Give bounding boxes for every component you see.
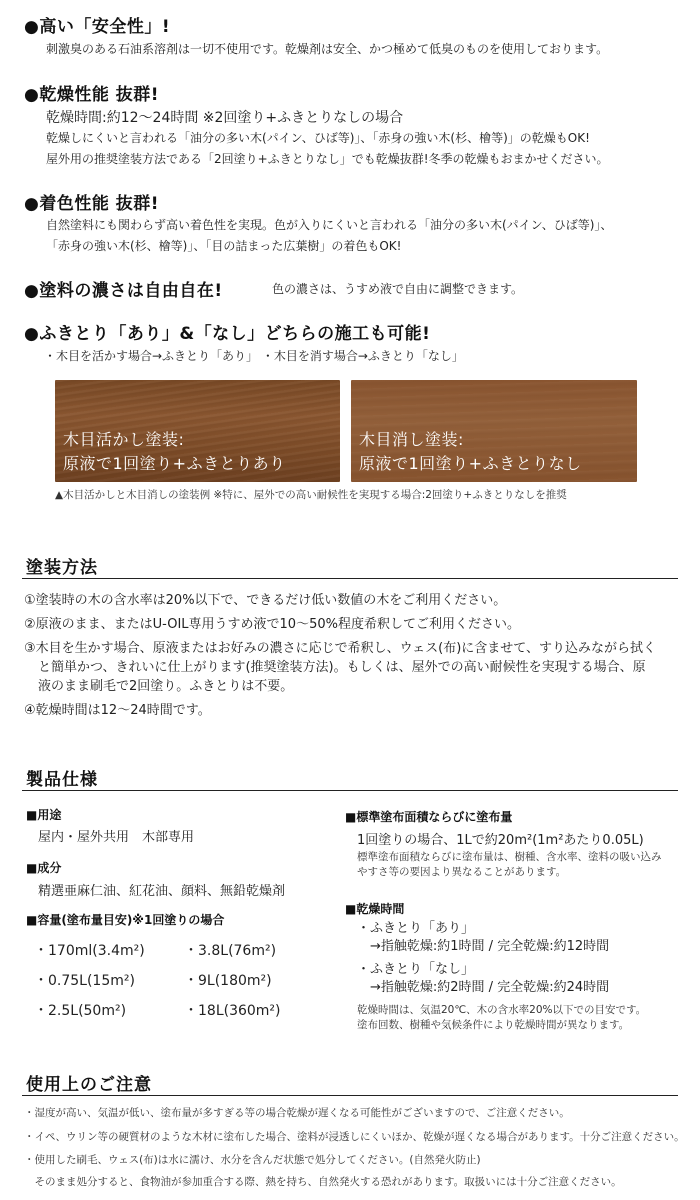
spec-usage-value: 屋内・屋外共用 木部専用 (38, 830, 195, 845)
caution-item: ・湿度が高い、気温が低い、塗布量が多すぎる等の場合乾燥が遅くなる可能性がございますので、ご注意ください。 (24, 1107, 570, 1119)
cautions-divider (22, 1095, 678, 1096)
wood-sample-grain (55, 380, 340, 482)
method-divider (22, 578, 678, 579)
spec-coverage-note-2: やすさ等の要因より異なることがあります。 (357, 866, 567, 878)
method-item-1: ①塗装時の木の含水率は20%以下で、できるだけ低い数値の木をご利用ください。 (24, 593, 507, 608)
feature-safety-heading: ●高い「安全性」! (24, 17, 171, 37)
feature-drying-subheading: 乾燥時間:約12〜24時間 ※2回塗り+ふきとりなしの場合 (46, 110, 404, 126)
cautions-title: 使用上のご注意 (26, 1075, 152, 1095)
method-item-4: ④乾燥時間は12〜24時間です。 (24, 703, 211, 718)
wood-sample-grain-line2: 原液で1回塗り+ふきとりあり (63, 454, 286, 473)
feature-coloring-heading: ●着色性能 抜群! (24, 194, 160, 214)
spec-drying-with-detail: →指触乾燥:約1時間 / 完全乾燥:約12時間 (370, 939, 610, 954)
feature-wipe-heading: ●ふきとり「あり」&「なし」どちらの施工も可能! (24, 324, 431, 344)
capacity-item: ・2.5L(50m²) (34, 1003, 127, 1019)
spec-drying-with: ・ふきとり「あり」 (357, 921, 475, 936)
capacity-item: ・9L(180m²) (184, 973, 272, 989)
spec-coverage-label: ■標準塗布面積ならびに塗布量 (345, 810, 513, 824)
capacity-item: ・0.75L(15m²) (34, 973, 135, 989)
spec-title: 製品仕様 (26, 770, 98, 790)
spec-coverage-value: 1回塗りの場合、1Lで約20m²(1m²あたり0.05L) (357, 833, 644, 848)
feature-safety-text: 刺激臭のある石油系溶剤は一切不使用です。乾燥剤は安全、かつ極めて低臭のものを使用しております。 (46, 42, 609, 56)
method-item-3-line3: 液のまま刷毛で2回塗り。ふきとりは不要。 (38, 679, 294, 694)
feature-coloring-text-1: 自然塗料にも関わらず高い着色性を実現。色が入りにくいと言われる「油分の多い木(パイン、ひば等)」、 (46, 218, 613, 232)
feature-drying-text-2: 屋外用の推奨塗装方法である「2回塗り+ふきとりなし」でも乾燥抜群!冬季の乾燥もおまかせください。 (46, 152, 609, 166)
wood-sample-matte (351, 380, 637, 482)
capacity-item: ・18L(360m²) (184, 1003, 281, 1019)
method-item-3-line2: と簡単かつ、きれいに仕上がります(推奨塗装方法)。もしくは、屋外での高い耐候性を実現する場合、原 (38, 660, 646, 675)
feature-drying-heading: ●乾燥性能 抜群! (24, 85, 160, 105)
capacity-item: ・170ml(3.4m²) (34, 943, 145, 959)
method-item-2: ②原液のまま、またはU-OIL専用うすめ液で10〜50%程度希釈してご利用ください。 (24, 617, 520, 632)
spec-drying-without: ・ふきとり「なし」 (357, 962, 475, 977)
caution-item: ・イペ、ウリン等の硬質材のような木材に塗布した場合、塗料が浸透しにくいほか、乾燥が遅くなる場合があります。十分ご注意ください。 (24, 1131, 685, 1143)
feature-density-heading: ●塗料の濃さは自由自在! (24, 281, 223, 301)
method-item-3-line1: ③木目を生かす場合、原液またはお好みの濃さに応じで希釈し、ウェス(布)に含ませて、すり込みながら拭く (24, 641, 657, 656)
samples-caption: ▲木目活かしと木目消しの塗装例 ※特に、屋外での高い耐候性を実現する場合:2回塗り+ふきとりなしを推奨 (55, 489, 567, 501)
spec-ingredients-value: 精選亜麻仁油、紅花油、顔料、無鉛乾燥剤 (38, 884, 286, 899)
method-title: 塗装方法 (26, 558, 98, 578)
wood-sample-grain-line1: 木目活かし塗装: (63, 430, 185, 449)
spec-drying-note-1: 乾燥時間は、気温20℃、木の含水率20%以下での目安です。 (357, 1004, 647, 1016)
wood-sample-matte-line1: 木目消し塗装: (359, 430, 464, 449)
spec-drying-without-detail: →指触乾燥:約2時間 / 完全乾燥:約24時間 (370, 980, 610, 995)
caution-item: そのまま処分すると、食物油が参加重合する際、熱を持ち、自然発火する恐れがあります。取扱いには十分ご注意ください。 (24, 1176, 622, 1188)
spec-capacity-label: ■容量(塗布量目安)※1回塗りの場合 (26, 913, 225, 927)
spec-usage-label: ■用途 (26, 808, 62, 822)
feature-density-note: 色の濃さは、うすめ液で自由に調整できます。 (272, 282, 524, 296)
wood-sample-matte-line2: 原液で1回塗り+ふきとりなし (359, 454, 582, 473)
spec-divider (22, 790, 678, 791)
feature-drying-text-1: 乾燥しにくいと言われる「油分の多い木(パイン、ひば等)」、「赤身の強い木(杉、檜等)」の乾燥もOK! (46, 131, 590, 145)
spec-coverage-note-1: 標準塗布面積ならびに塗布量は、樹種、含水率、塗料の吸い込み (357, 851, 662, 863)
spec-drying-note-2: 塗布回数、樹種や気候条件により乾燥時間が異なります。 (357, 1019, 630, 1031)
spec-ingredients-label: ■成分 (26, 861, 62, 875)
feature-coloring-text-2: 「赤身の強い木(杉、檜等)」、「目の詰まった広葉樹」の着色もOK! (46, 239, 402, 253)
spec-drying-label: ■乾燥時間 (345, 902, 405, 916)
feature-wipe-text: ・木目を活かす場合→ふきとり「あり」 ・木目を消す場合→ふきとり「なし」 (44, 349, 464, 363)
capacity-item: ・3.8L(76m²) (184, 943, 277, 959)
caution-item: ・使用した刷毛、ウェス(布)は水に濡け、水分を含んだ状態で処分してください。(自然発火防止) (24, 1154, 481, 1166)
